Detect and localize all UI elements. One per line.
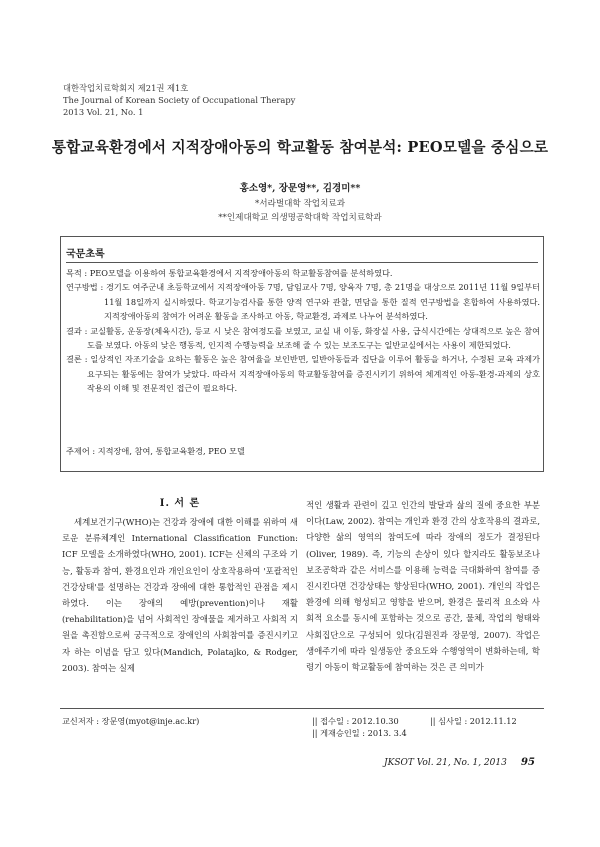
abstract-conclusion: 결론 : 일상적인 자조기술을 요하는 활동은 높은 참여율을 보인반면, 일반아동들과 집단을 이루어 활동을 하거나, 수정된 교육 과제가 요구되는 활동에는 참여가 낮았다. 따라서 지적장애아동의 학교활동참여를 증진시키기 위하여 체계적인 아동-환경-과제의 상호작용의 이해 및 전문적인 접근이 필요하다. xyxy=(66,354,540,394)
page-number: 95 xyxy=(521,757,535,768)
author-list: 홍소영*, 장문영**, 김경미** xyxy=(239,183,361,194)
body-right-column: 적인 생활과 관련이 깊고 인간의 발달과 삶의 질에 중요한 부분이다(Law, 2002). 참여는 개인과 환경 간의 상호작용의 결과로, 다양한 삶의 영역의 참여도에 따라 장애의 정도가 결정된다(Oliver, 1989). 즉, 기능의 손상이 있다 할지라도 활동보조나 보조공학과 같은 서비스를 이용해 능력을 극대화하여 참여를 증진시킨다면 건강상태는 향상된다(WHO, 2001). 개인의 작업은 환경에 의해 형성되고 영향을 받으며, 환경은 물리적 요소와 사회적 요소를 동시에 포함하는 것으로 공간, 물체, 작업의 형태와 사회집단으로 구성되어 있다(김원진과 장문영, 2007). 작업은 생애주기에 따라 일생동안 중요도와 수행영역이 변화하는데, 학령기 아동이 학교활동에 참여하는 것은 큰 의미가 xyxy=(306,500,540,673)
journal-title-korean: 대한작업치료학회지 제21권 제1호 xyxy=(63,83,189,93)
reviewed-date: || 심사일 : 2012.11.12 xyxy=(430,716,517,726)
body-left-column: 세계보건기구(WHO)는 건강과 장애에 대한 이해를 위하여 새로운 분류체계인 International Classification Function: ICF 모델을 소개하였다(WHO, 2001). ICF는 신체의 구조와 기능, 활동과 참여, 환경요인과 개인요인이 상호작용하여 '포괄적인 건강상태'를 설명하는 건강과 장애에 대한 통합적인 관점을 제시하였다. 이는 장애의 예방(prevention)이나 재활(rehabilitation)을 넘어 사회적인 장애물을 제거하고 사회적 지원을 촉진함으로써 궁극적으로 장애인의 사회참여를 증진시키고자 하는 이념을 담고 있다(Mandich, Polatajko, & Rodger, 2003). 참여는 실제 xyxy=(62,517,298,673)
abstract-body xyxy=(66,266,540,396)
abstract-heading: 국문초록 xyxy=(66,249,105,260)
affiliation-2: **인제대학교 의생명공학대학 작업치료학과 xyxy=(218,213,382,223)
abstract-method: 연구방법 : 경기도 여주군내 초등학교에서 지적장애아동 7명, 담임교사 7명, 양육자 7명, 총 21명을 대상으로 2011년 11월 9일부터 11월 18일까지 실시하였다. 학교기능검사를 통한 양적 연구와 관찰, 면담을 통한 질적 연구방법을 혼합하여 사용하였다. 지적장애아동의 참여가 어려운 활동을 조사하고 아동, 학교환경, 과제로 나누어 분석하였다. xyxy=(66,282,540,322)
journal-title-english: The Journal of Korean Society of Occupational Therapy xyxy=(63,95,296,105)
abstract-purpose: 목적 : PEO모델을 이용하여 통합교육환경에서 지적장애아동의 학교활동참여를 분석하였다. xyxy=(66,268,393,278)
footer-divider xyxy=(60,708,544,709)
journal-header xyxy=(63,82,295,118)
received-date: || 접수일 : 2012.10.30 xyxy=(312,716,399,726)
accepted-date: || 게재승인일 : 2013. 3.4 xyxy=(312,728,407,738)
paper-title: 통합교육환경에서 지적장애아동의 학교활동 참여분석: PEO모델을 중심으로 xyxy=(51,139,549,156)
abstract-results: 결과 : 교실활동, 운동장(체육시간), 등교 시 낮은 참여정도를 보였고, 교실 내 이동, 화장실 사용, 급식시간에는 상대적으로 높은 참여도를 보였다. 아동의 낮은 행동적, 인지적 수행능력을 보조해 줄 수 있는 보조도구는 일반교실에서는 사용이 제한되었다. xyxy=(66,325,540,351)
journal-citation: JKSOT Vol. 21, No. 1, 2013 xyxy=(384,758,507,768)
section-heading-introduction: Ⅰ. 서 론 xyxy=(159,498,201,509)
abstract-keywords: 주제어 : 지적장애, 참여, 통합교육환경, PEO 모델 xyxy=(66,446,245,456)
corresponding-author: 교신저자 : 장문영(myot@inje.ac.kr) xyxy=(62,716,200,726)
journal-volume-issue: 2013 Vol. 21, No. 1 xyxy=(63,107,144,117)
affiliation-1: *서라벌대학 작업치료과 xyxy=(254,199,346,209)
abstract-divider xyxy=(66,262,538,263)
